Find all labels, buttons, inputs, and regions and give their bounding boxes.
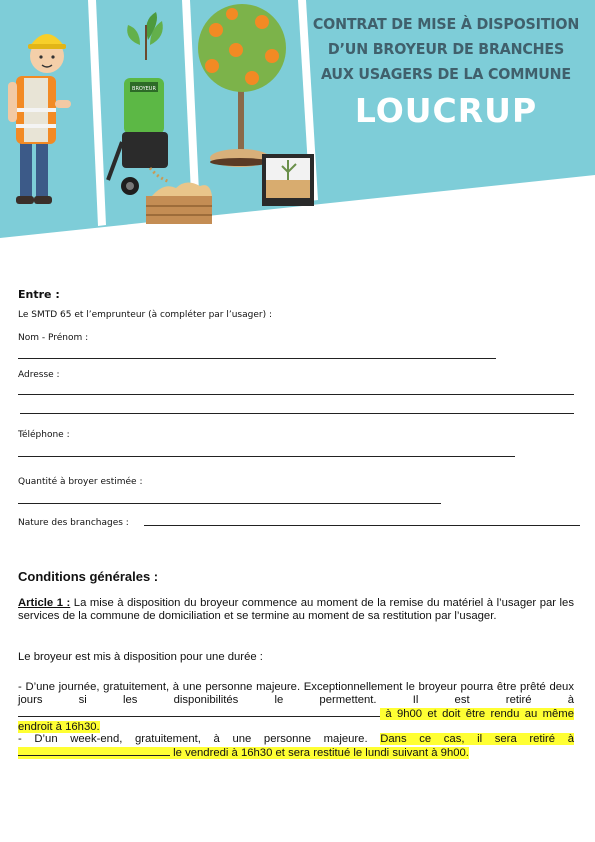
- weekend-highlight-2: le vendredi à 16h30 et sera restitué le lundi suivant à 9h00.: [170, 747, 469, 759]
- duree-text: Le broyeur est mis à disposition pour une durée :: [18, 651, 263, 663]
- weekend-highlight-1: Dans ce cas, il sera retiré à: [380, 733, 574, 745]
- journee-highlight: à 9h00 et doit être rendu au même endroit à 16h30.: [18, 708, 574, 733]
- contract-title: [300, 12, 592, 131]
- nom-label: Nom - Prénom :: [18, 333, 89, 343]
- journee-text: - D’une journée, gratuitement, à une personne majeure. Exceptionnellement le broyeur pourra être prêté deux jours si les disponibilités le permettent. Il est retiré à: [18, 681, 574, 706]
- title-line-3: AUX USAGERS DE LA COMMUNE: [321, 65, 571, 83]
- weekend-text: - D’un week-end, gratuitement, à une personne majeure.: [18, 733, 381, 745]
- weekend-place-blank[interactable]: [18, 746, 170, 756]
- planter-illustration: [262, 154, 314, 206]
- entre-heading: Entre :: [18, 288, 60, 301]
- article-1-label: Article 1 :: [18, 597, 71, 609]
- journee-paragraph: [18, 681, 574, 734]
- quantite-field-line[interactable]: [18, 503, 441, 504]
- weekend-paragraph: [18, 733, 574, 760]
- article-1: [18, 597, 574, 623]
- nom-field-line[interactable]: [18, 358, 496, 359]
- nature-field-line[interactable]: [144, 525, 580, 526]
- title-line-1: CONTRAT DE MISE À DISPOSITION: [312, 15, 580, 33]
- quantite-label: Quantité à broyer estimée :: [18, 477, 143, 487]
- adresse-label: Adresse :: [18, 370, 60, 380]
- commune-name: LOUCRUP: [354, 91, 538, 130]
- parties-label: Le SMTD 65 et l’emprunteur (à compléter par l’usager) :: [18, 310, 272, 320]
- shredder-brand-label: BROYEUR: [132, 86, 156, 92]
- nature-label: Nature des branchages :: [18, 518, 129, 528]
- title-line-2: D’UN BROYEUR DE BRANCHES: [327, 40, 565, 58]
- conditions-heading: Conditions générales :: [18, 569, 159, 584]
- telephone-field-line[interactable]: [18, 456, 515, 457]
- journee-place-blank[interactable]: [18, 707, 380, 717]
- article-1-text: La mise à disposition du broyeur commence au moment de la remise du matériel à l’usager par les services de la commune de domiciliation et se termine au moment de sa restitution par l’usager.: [18, 597, 574, 622]
- adresse-field-line-2[interactable]: [20, 413, 574, 414]
- adresse-field-line-1[interactable]: [18, 394, 574, 395]
- telephone-label: Téléphone :: [18, 430, 70, 440]
